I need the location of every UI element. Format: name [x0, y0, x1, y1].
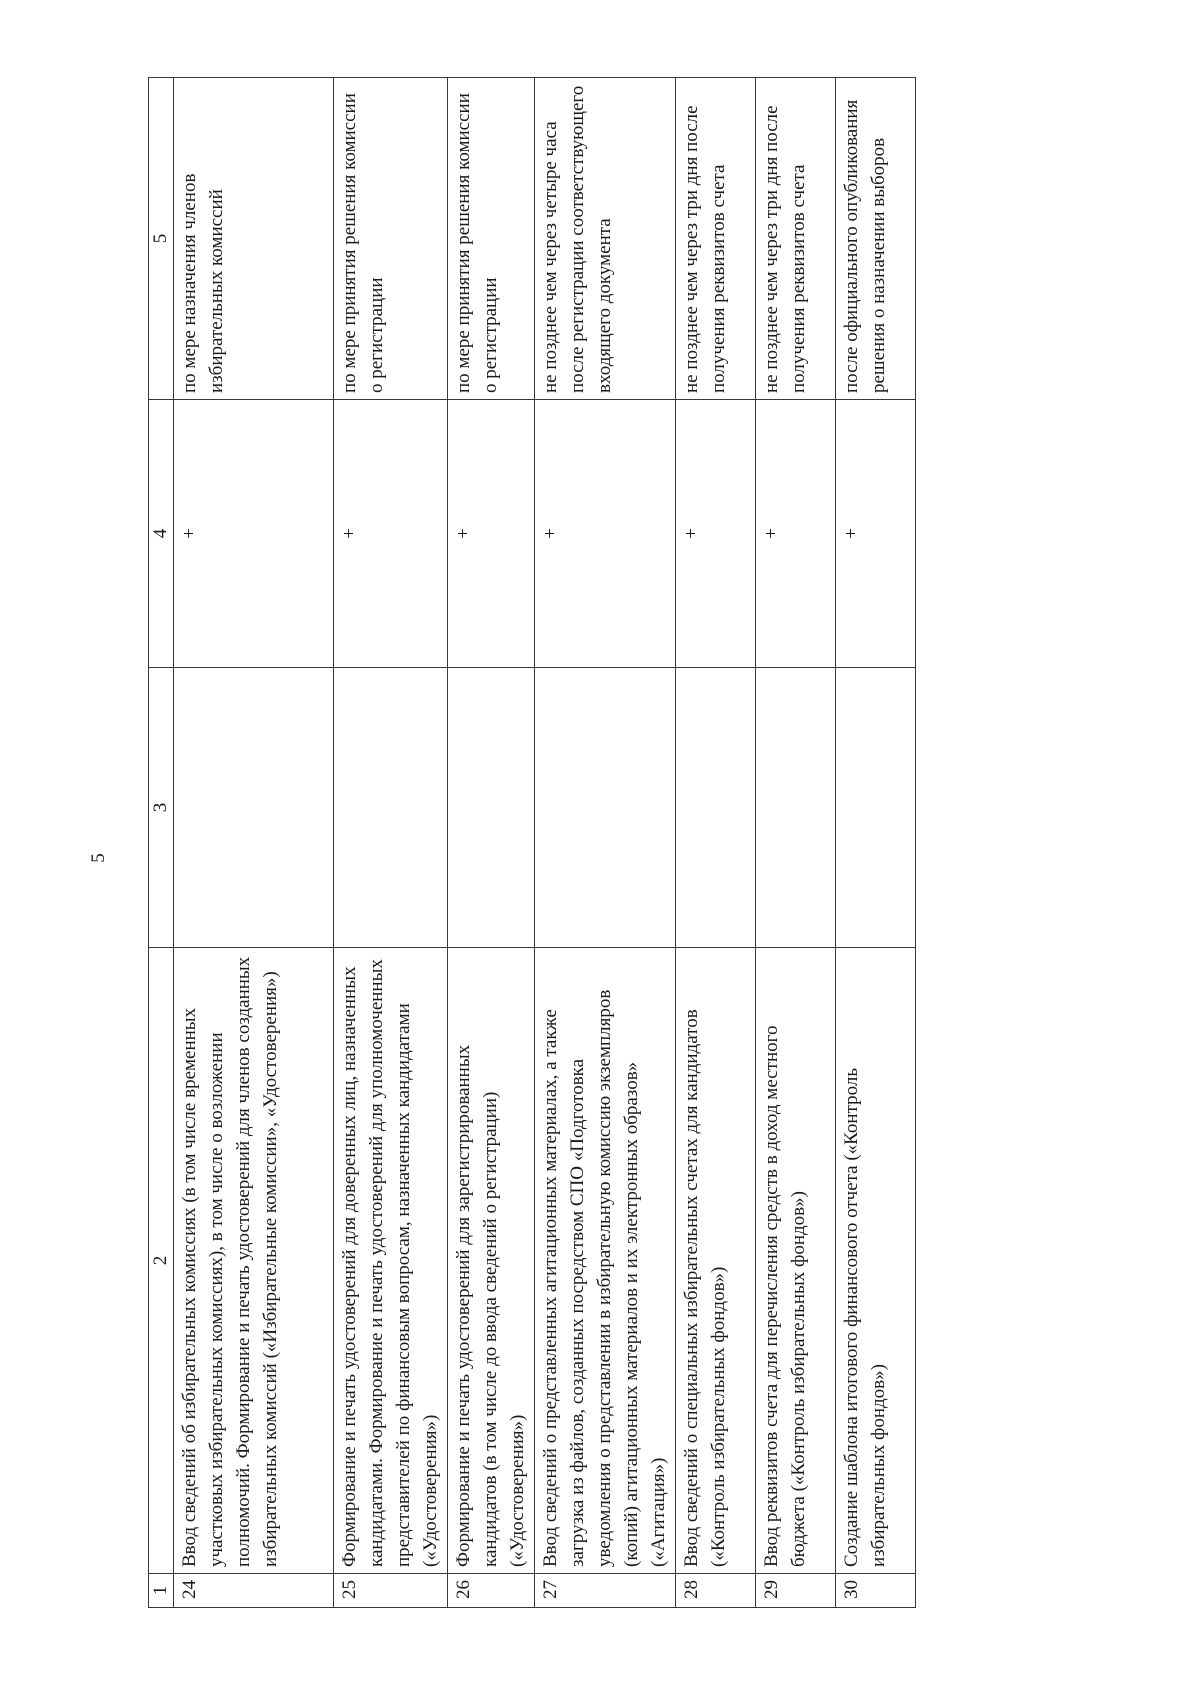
page-number: 5 — [88, 853, 109, 863]
row-description: Ввод сведений о представленных агитационных материалах, а также загрузка из файлов, созданных посредством СПО «Подготовка уведомления о представлении в избирательную комиссию экземпляров (копий) агитационных материалов и их электронных образов» («Агитация») — [535, 948, 676, 1574]
row-deadline: не позднее чем через три дня после получения реквизитов счета — [756, 78, 836, 400]
row-column-3 — [334, 668, 448, 948]
table-row — [535, 78, 676, 1608]
column-header-2: 2 — [149, 948, 174, 1574]
row-number: 26 — [448, 1574, 535, 1608]
row-number: 29 — [756, 1574, 836, 1608]
row-deadline: по мере принятия решения комиссии о регистрации — [448, 78, 535, 400]
row-deadline: после официального опубликования решения о назначении выборов — [836, 78, 916, 400]
column-header-3: 3 — [149, 668, 174, 948]
row-number: 27 — [535, 1574, 676, 1608]
row-column-3 — [174, 668, 334, 948]
row-column-3 — [756, 668, 836, 948]
table-row — [174, 78, 334, 1608]
row-column-3 — [676, 668, 756, 948]
column-header-1: 1 — [149, 1574, 174, 1608]
row-mark: + — [334, 400, 448, 668]
row-mark: + — [836, 400, 916, 668]
row-number: 28 — [676, 1574, 756, 1608]
table-header-row — [149, 78, 174, 1608]
row-deadline: по мере назначения членов избирательных комиссий — [174, 78, 334, 400]
row-number: 24 — [174, 1574, 334, 1608]
row-mark: + — [756, 400, 836, 668]
row-description: Формирование и печать удостоверений для доверенных лиц, назначенных кандидатами. Формирование и печать удостоверений для уполномоченных представителей по финансовым вопросам, назначенных кандидатами («Удостоверения») — [334, 948, 448, 1574]
row-mark: + — [676, 400, 756, 668]
row-deadline: не позднее чем через четыре часа после регистрации соответствующего входящего документа — [535, 78, 676, 400]
table-row — [448, 78, 535, 1608]
row-description: Создание шаблона итогового финансового отчета («Контроль избирательных фондов») — [836, 948, 916, 1574]
row-deadline: по мере принятия решения комиссии о регистрации — [334, 78, 448, 400]
table-row — [676, 78, 756, 1608]
row-deadline: не позднее чем через три дня после получения реквизитов счета — [676, 78, 756, 400]
table-row — [334, 78, 448, 1608]
table-row — [756, 78, 836, 1608]
rotated-page-content — [148, 78, 908, 1608]
row-column-3 — [448, 668, 535, 948]
row-mark: + — [535, 400, 676, 668]
row-mark: + — [174, 400, 334, 668]
row-description: Ввод сведений о специальных избирательных счетах для кандидатов («Контроль избирательных фондов») — [676, 948, 756, 1574]
row-number: 30 — [836, 1574, 916, 1608]
row-mark: + — [448, 400, 535, 668]
row-description: Ввод сведений об избирательных комиссиях (в том числе временных участковых избирательных комиссиях), в том числе о возложении полномочий. Формирование и печать удостоверений для членов созданных избирательных комиссий («Избирательные комиссии», «Удостоверения») — [174, 948, 334, 1574]
column-header-5: 5 — [149, 78, 174, 400]
row-number: 25 — [334, 1574, 448, 1608]
schedule-table — [148, 77, 916, 1608]
row-description: Формирование и печать удостоверений для зарегистрированных кандидатов (в том числе до ввода сведений о регистрации) («Удостоверения») — [448, 948, 535, 1574]
table-row — [836, 78, 916, 1608]
row-column-3 — [836, 668, 916, 948]
row-description: Ввод реквизитов счета для перечисления средств в доход местного бюджета («Контроль избирательных фондов») — [756, 948, 836, 1574]
column-header-4: 4 — [149, 400, 174, 668]
row-column-3 — [535, 668, 676, 948]
